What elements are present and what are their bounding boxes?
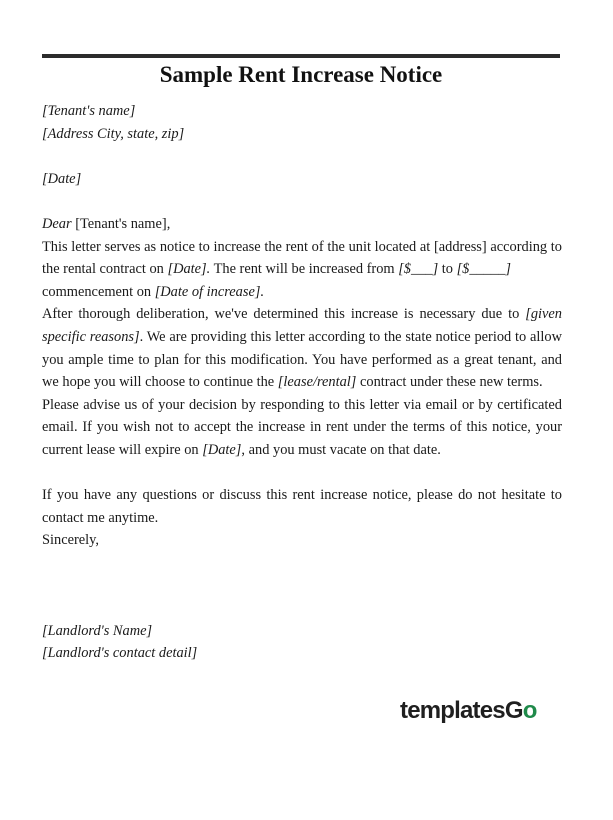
paragraph-decision-text-2: , and you must vacate on that date. [241, 441, 441, 458]
paragraph-notice [42, 236, 562, 304]
closing: Sincerely, [42, 532, 100, 549]
templatesgo-logo [400, 697, 537, 725]
greeting-dear: Dear [42, 215, 76, 232]
increase-date: [Date of increase]. [154, 283, 265, 300]
logo-text-templates: templates [400, 697, 505, 724]
contract-type: [lease/rental] [277, 374, 357, 391]
landlord-contact: [Landlord's contact detail] [42, 645, 198, 662]
paragraph-reasons-text-1: After thorough deliberation, we've determined this increase is necessary due to [42, 306, 526, 323]
paragraph-reasons-text-2: . We are providing this letter according to the state notice period to allow you ample time to plan for this modification. You have performed as a great tenant, and we hope you will choose to continue the [42, 328, 562, 391]
contract-date: [Date]. [167, 261, 211, 278]
paragraph-decision-text-1: Please advise us of your decision by responding to this letter via email or by certificated email. If you wish not to accept the increase in rent under the terms of this notice, your current lease will expire on [42, 396, 562, 458]
greeting [42, 213, 562, 236]
logo-text-g: G [504, 697, 523, 724]
paragraph-notice-text-2: The rent will be increased from [210, 261, 399, 278]
logo-text-o: o [522, 697, 537, 724]
tenant-name: [Tenant's name] [42, 103, 136, 119]
top-divider [42, 54, 560, 58]
paragraph-reasons [42, 303, 562, 393]
greeting-name: [Tenant's name] [75, 215, 167, 232]
tenant-address: [Address City, state, zip] [42, 125, 185, 142]
letter-body [42, 100, 562, 665]
greeting-comma: , [166, 215, 171, 232]
lease-expiry-date: [Date] [202, 441, 242, 458]
letter-date: [Date] [42, 170, 82, 187]
paragraph-decision [42, 394, 562, 462]
rent-from-amount: [$___] [398, 261, 439, 278]
paragraph-notice-text-1: This letter serves as notice to increase the rent of the unit located at [address] according to the rental contract on [42, 238, 562, 278]
paragraph-notice-text-3: to [438, 261, 457, 278]
paragraph-notice-text-4: commencement on [42, 283, 155, 300]
landlord-name: [Landlord's Name] [42, 622, 153, 639]
document-title: Sample Rent Increase Notice [159, 62, 443, 87]
given-reasons: [given specific reasons] [42, 306, 562, 345]
paragraph-contact: If you have any questions or discuss this rent increase notice, please do not hesitate to contact me anytime. [42, 487, 562, 526]
paragraph-reasons-text-3: contract under these new terms. [356, 374, 543, 391]
rent-to-amount: [$_____] [456, 261, 511, 278]
